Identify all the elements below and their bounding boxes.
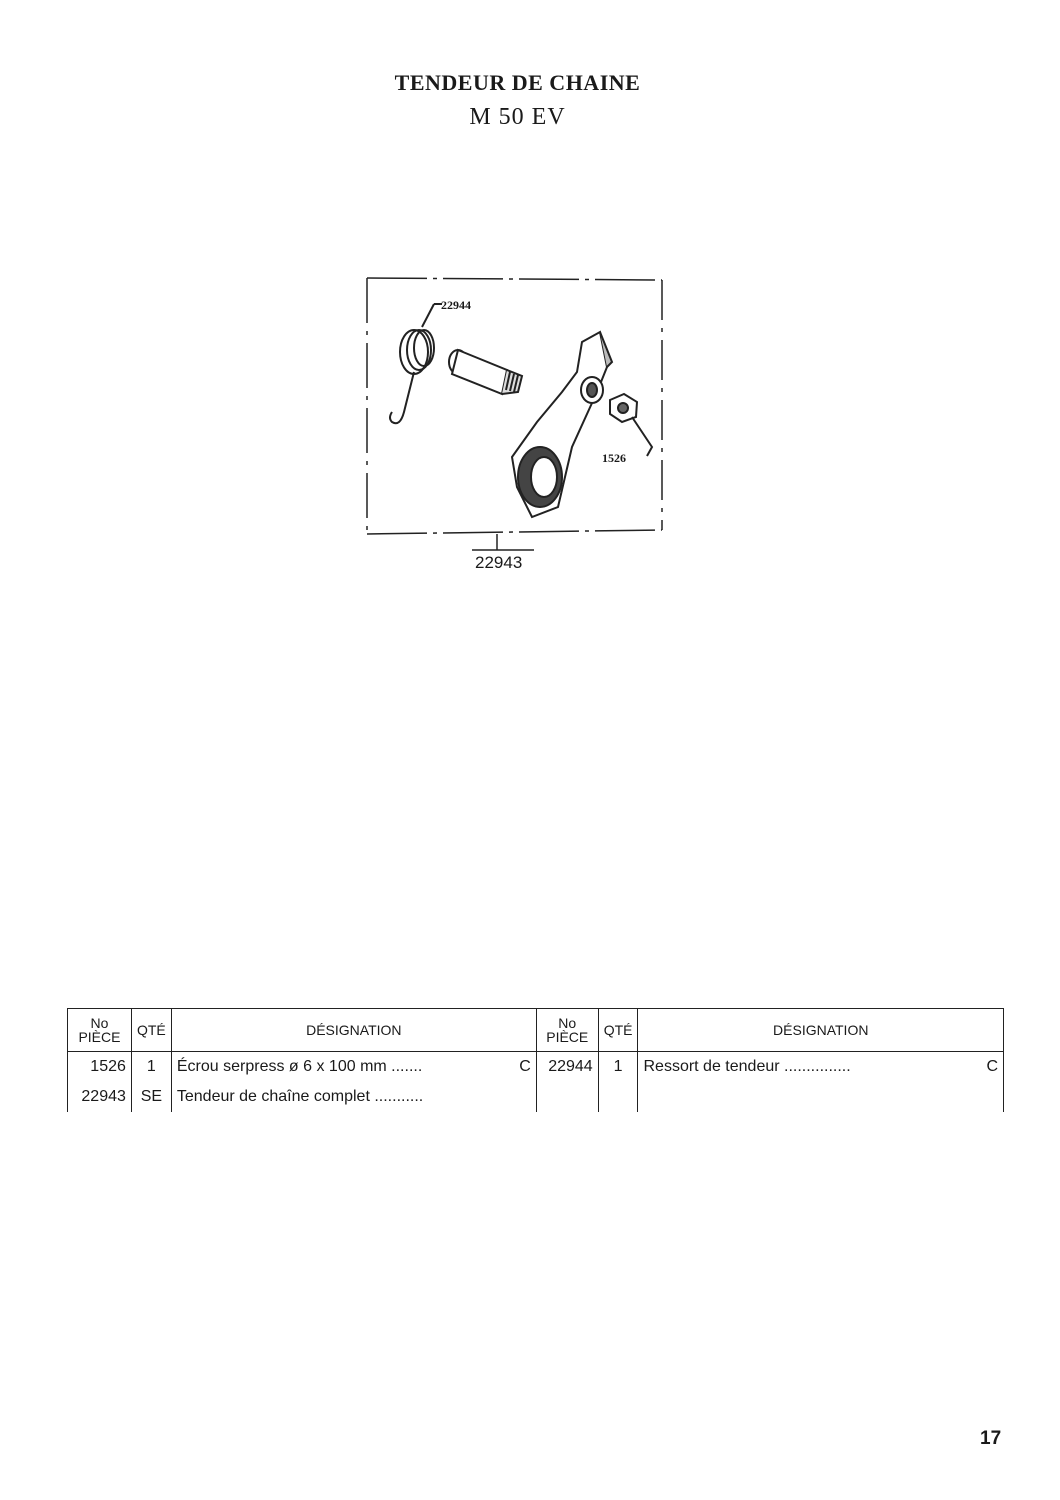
header-part-number: No PIÈCE	[68, 1009, 132, 1052]
model-subtitle: M 50 EV	[469, 104, 566, 130]
table-row	[68, 1082, 1004, 1112]
quantity: 1	[598, 1052, 638, 1083]
designation-cell	[638, 1052, 1004, 1083]
quantity: 1	[131, 1052, 171, 1083]
code: C	[986, 1058, 998, 1075]
empty-cell	[598, 1082, 638, 1112]
diagram-drawing	[362, 272, 672, 582]
parts-table	[67, 1008, 1004, 1112]
callout-label-nut: 1526	[602, 451, 626, 465]
designation-cell	[171, 1082, 536, 1112]
pin-part	[449, 350, 522, 394]
header-part-number: No PIÈCE	[536, 1009, 598, 1052]
tensioner-plate	[512, 332, 612, 517]
callout-label-assembly: 22943	[475, 553, 523, 572]
code: C	[519, 1058, 531, 1075]
header-quantity: QTÉ	[131, 1009, 171, 1052]
header-designation: DÉSIGNATION	[171, 1009, 536, 1052]
page-title: TENDEUR DE CHAINE	[394, 70, 641, 95]
part-number: 22944	[536, 1052, 598, 1083]
header-designation: DÉSIGNATION	[638, 1009, 1004, 1052]
designation: Ressort de tendeur ...............	[643, 1058, 851, 1075]
empty-cell	[536, 1082, 598, 1112]
quantity: SE	[131, 1082, 171, 1112]
designation-cell	[171, 1052, 536, 1083]
nut-part	[610, 394, 652, 456]
table-header-row	[68, 1009, 1004, 1052]
designation: Tendeur de chaîne complet ...........	[176, 1088, 424, 1105]
exploded-view-diagram	[362, 272, 672, 582]
table-row	[68, 1052, 1004, 1083]
part-number: 22943	[68, 1082, 132, 1112]
callout-label-spring: 22944	[441, 298, 471, 312]
designation: Écrou serpress ø 6 x 100 mm .......	[176, 1058, 423, 1075]
empty-cell	[638, 1082, 1004, 1112]
part-number: 1526	[68, 1052, 132, 1083]
page-number: 17	[980, 1428, 1002, 1449]
header-quantity: QTÉ	[598, 1009, 638, 1052]
spring-part	[390, 304, 442, 423]
